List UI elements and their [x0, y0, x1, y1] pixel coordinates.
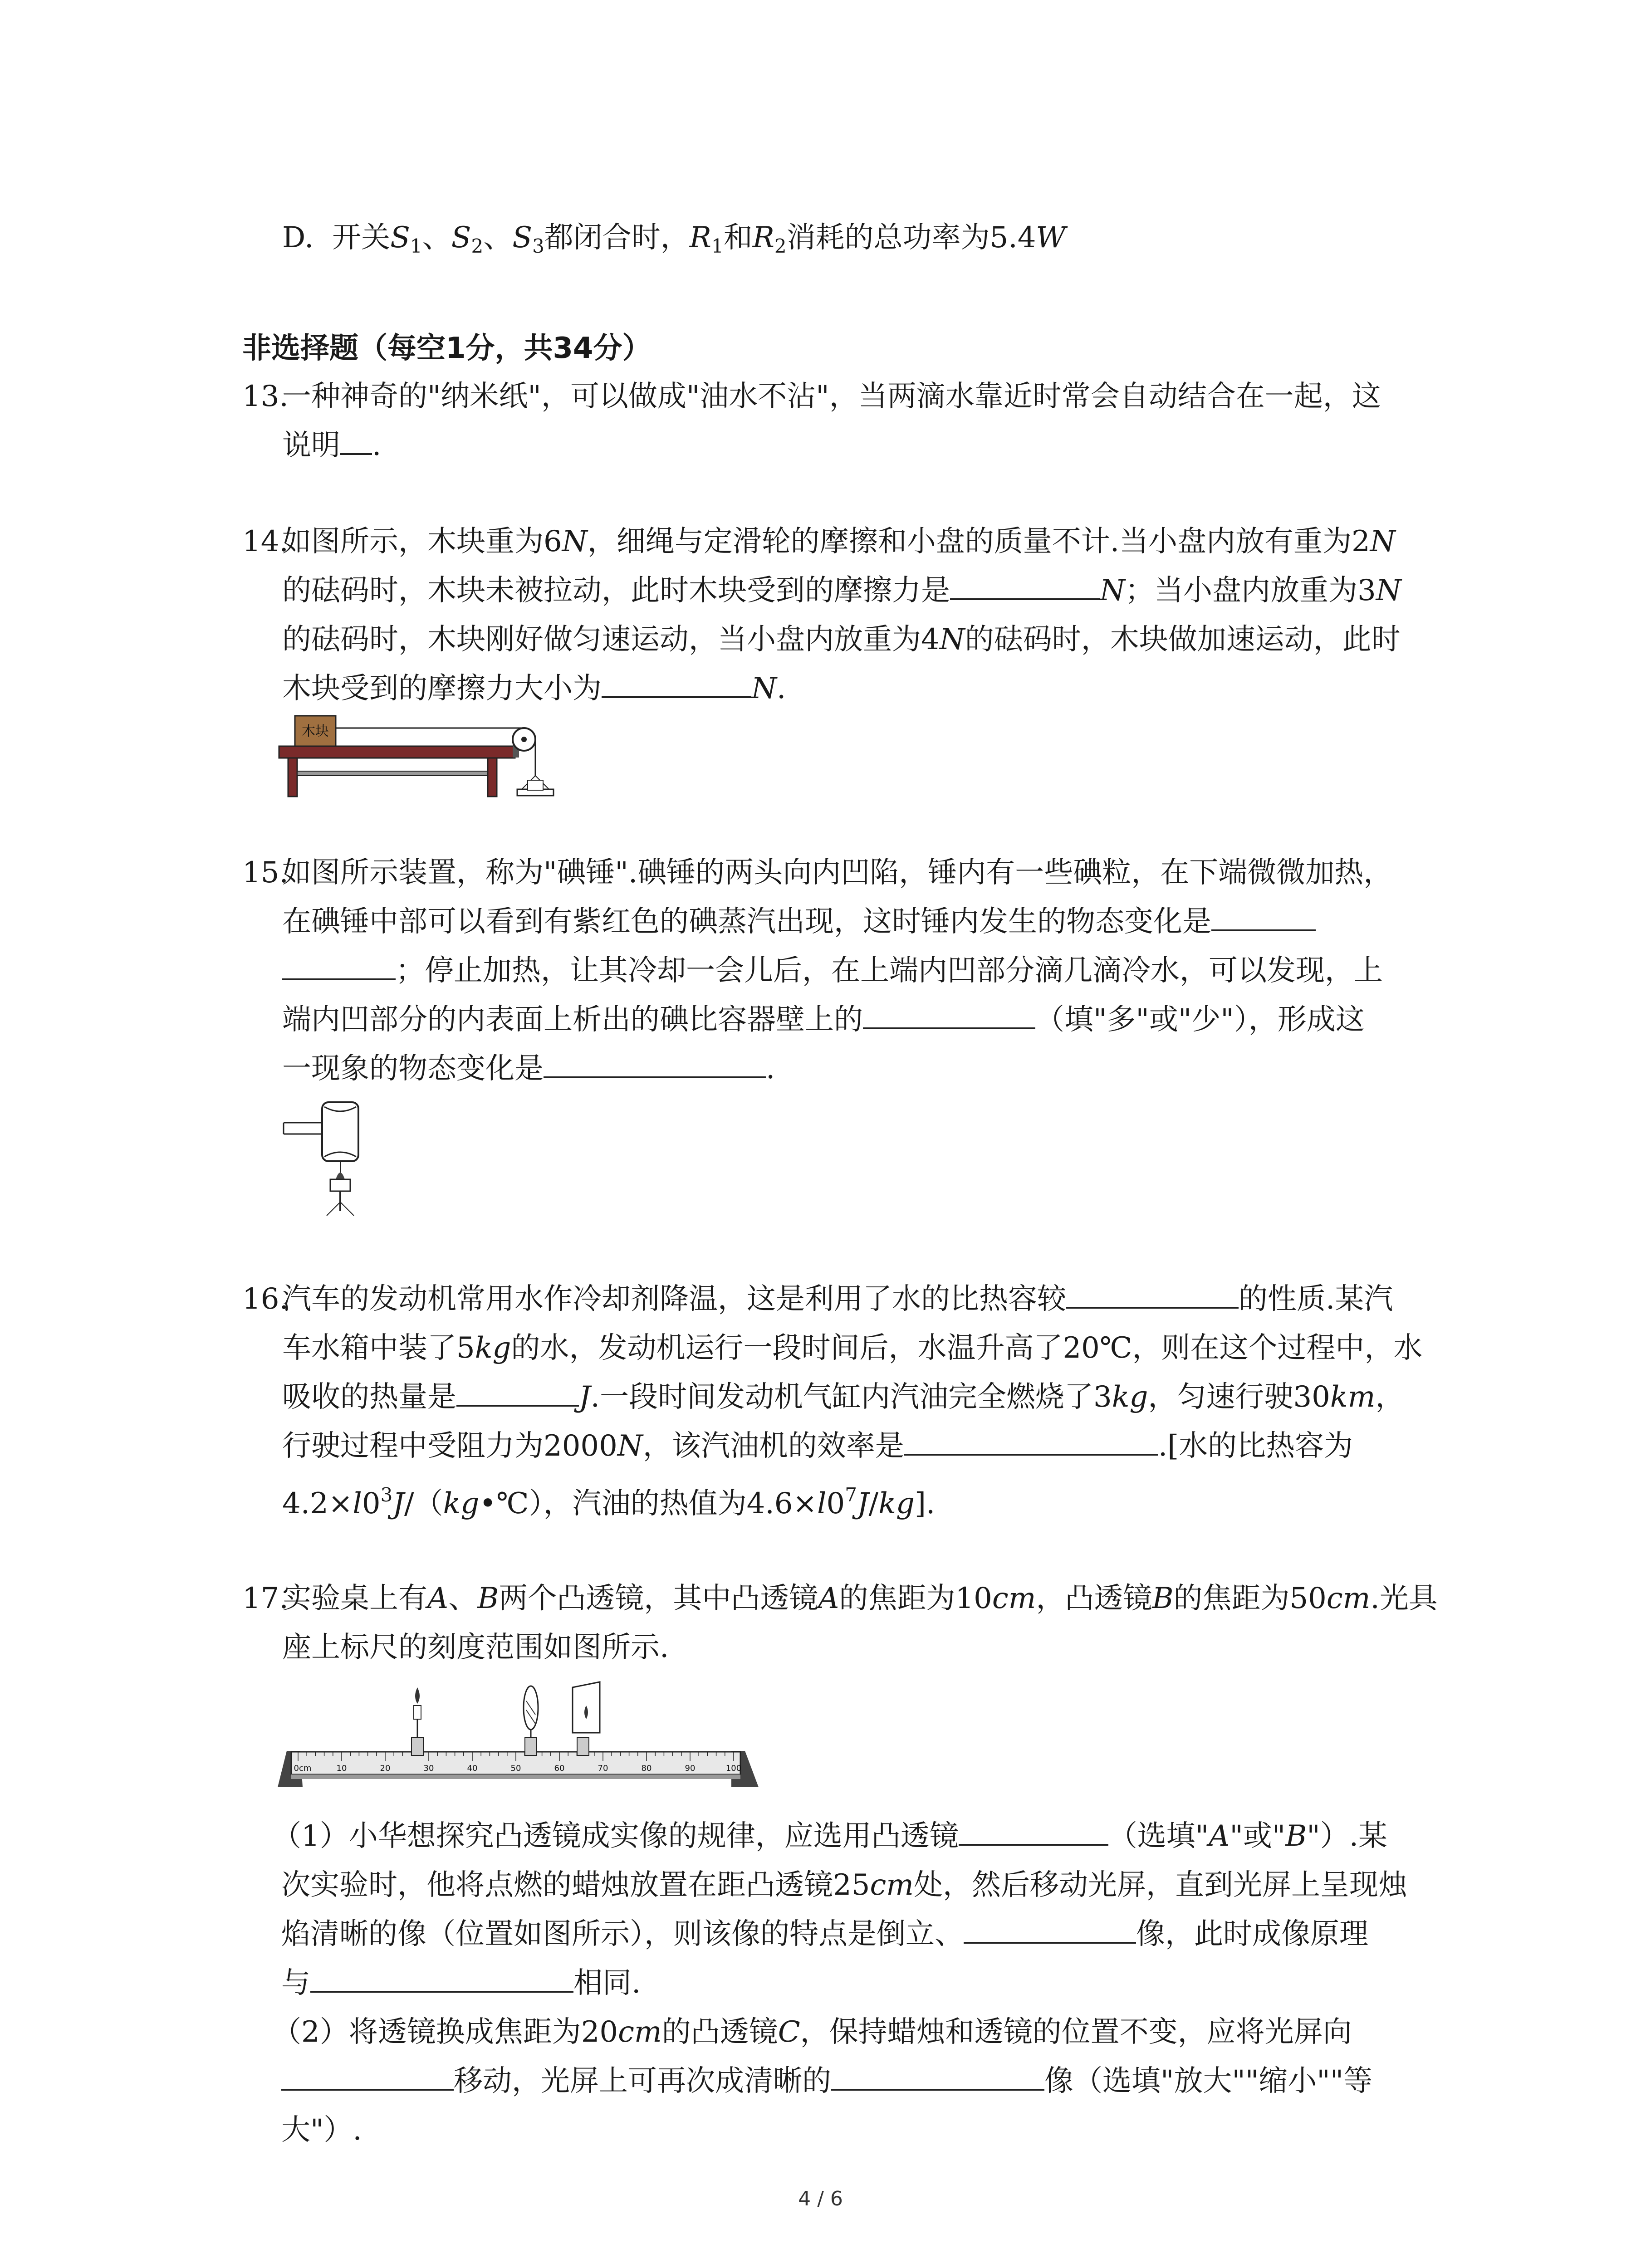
text: 像，此时成像原理	[1136, 1917, 1368, 1951]
var-r: R	[752, 221, 774, 254]
text: 、	[448, 1582, 478, 1615]
question-text-line	[282, 421, 1458, 470]
text: （1）小华想探究凸透镜成实像的规律，应选用凸透镜	[272, 1819, 959, 1853]
text: ，匀速行驶30	[1148, 1380, 1330, 1414]
block-pulley-figure	[277, 708, 572, 803]
question-text-line	[282, 615, 1458, 664]
ruler-tick-label: 20	[380, 1764, 391, 1773]
unit: J	[857, 1487, 869, 1520]
var: A	[818, 1582, 839, 1615]
question-text-line	[272, 1910, 1461, 1959]
question-text: 大"）.	[281, 2113, 362, 2147]
ruler-tick-label: 60	[554, 1764, 565, 1773]
unit: km	[1330, 1380, 1376, 1414]
question-text: 座上标尺的刻度范围如图所示.	[282, 1631, 669, 1664]
unit: W	[1036, 221, 1066, 254]
text: （选填"	[1108, 1819, 1209, 1853]
text: .[水的比热容为	[1158, 1429, 1353, 1463]
block-label: 木块	[302, 723, 329, 739]
unit: N	[751, 672, 777, 705]
answer-blank[interactable]	[950, 573, 1100, 600]
candle-icon	[411, 1687, 423, 1755]
question-17-parts	[272, 1812, 1461, 2155]
text: 的凸透镜	[661, 2015, 778, 2049]
question-text-line	[272, 2057, 1461, 2106]
question-text-line	[282, 946, 1458, 995]
question-text-line	[282, 1422, 1458, 1471]
text: ，保持蜡烛和透镜的位置不变，应将光屏向	[800, 2015, 1352, 2049]
text: 0	[362, 1487, 381, 1520]
unit: kg	[878, 1487, 915, 1520]
text: .光具	[1370, 1582, 1438, 1615]
option-d	[282, 213, 1498, 271]
answer-blank[interactable]	[340, 428, 372, 455]
text: 的焦距为10	[839, 1582, 992, 1615]
text: ；当小盘内放重为3	[1125, 574, 1376, 607]
var: B	[477, 1582, 499, 1615]
subscript: 1	[410, 235, 422, 257]
text: ；停止加热，让其冷却一会儿后，在上端内凹部分滴几滴冷水，可以发现，上	[396, 954, 1383, 987]
text: 0	[826, 1487, 845, 1520]
page-number: 4 / 6	[798, 2187, 843, 2210]
question-15	[242, 848, 1458, 1093]
question-17	[242, 1574, 1458, 1672]
question-number: 16.	[242, 1282, 289, 1316]
question-16	[242, 1275, 1458, 1528]
var: C	[778, 2015, 800, 2049]
text: 的性质.某汽	[1239, 1282, 1393, 1316]
option-text: 开关	[332, 221, 391, 254]
text: 的水，发动机运行一段时间后，水温升高了20℃，则在这个过程中，水	[511, 1331, 1423, 1365]
text: 两个凸透镜，其中凸透镜	[499, 1582, 818, 1615]
answer-blank[interactable]	[310, 1965, 573, 1993]
text: ，该汽油机的效率是	[642, 1429, 904, 1463]
question-text-line	[272, 1959, 1461, 2008]
var-s: S	[451, 221, 471, 254]
unit: N	[617, 1429, 643, 1463]
ruler-tick-label: 100	[725, 1764, 742, 1773]
unit: N	[1376, 574, 1401, 607]
text: "）.某	[1307, 1819, 1388, 1853]
text: 吸收的热量是	[282, 1380, 456, 1414]
option-text: 消耗的总功率为5.4	[786, 221, 1036, 254]
question-text-line	[282, 1324, 1458, 1373]
question-text-line	[282, 1373, 1458, 1422]
text: 汽车的发动机常用水作冷却剂降温，这是利用了水的比热容较	[282, 1282, 1066, 1316]
section-title: 非选择题（每空1分，共34分）	[242, 332, 652, 365]
unit: N	[1370, 525, 1396, 558]
question-text-line	[282, 1275, 1458, 1324]
var-r: R	[689, 221, 711, 254]
question-13	[242, 372, 1458, 470]
text: 的焦距为50	[1173, 1582, 1327, 1615]
question-text-line	[282, 1471, 1458, 1528]
text: 的砝码时，木块未被拉动，此时木块受到的摩擦力是	[282, 574, 950, 607]
question-text-line	[282, 566, 1458, 615]
ruler-tick-label: 10	[336, 1764, 347, 1773]
unit: kg	[1112, 1380, 1148, 1414]
question-text-line	[282, 995, 1458, 1044]
answer-blank[interactable]	[863, 1002, 1035, 1029]
answer-blank[interactable]	[831, 2063, 1044, 2091]
var-s: S	[512, 221, 533, 254]
answer-blank[interactable]	[964, 1916, 1136, 1944]
question-text-line	[272, 1861, 1461, 1910]
text: .	[372, 429, 382, 462]
answer-blank[interactable]	[602, 671, 751, 698]
unit: N	[1100, 574, 1125, 607]
var-s: S	[390, 221, 410, 254]
text: 在碘锤中部可以看到有紫红色的碘蒸汽出现，这时锤内发生的物态变化是	[282, 905, 1211, 938]
text: "或"	[1230, 1819, 1286, 1853]
answer-blank[interactable]	[281, 2063, 454, 2091]
subscript: 2	[471, 235, 484, 257]
optical-bench-figure	[278, 1678, 768, 1796]
text: 移动，光屏上可再次成清晰的	[454, 2064, 831, 2098]
flame-icon	[336, 1173, 345, 1179]
text: 如图所示，木块重为6	[282, 525, 562, 558]
text: 次实验时，他将点燃的蜡烛放置在距凸透镜25	[281, 1868, 870, 1902]
text: （2）将透镜换成焦距为20	[272, 2015, 618, 2049]
question-text: 一种神奇的"纳米纸"，可以做成"油水不沾"，当两滴水靠近时常会自动结合在一起，这	[282, 380, 1381, 413]
unit: cm	[1326, 1582, 1371, 1615]
unit: N	[562, 525, 588, 558]
question-number: 17.	[242, 1582, 289, 1615]
option-text: 都闭合时，	[544, 221, 690, 254]
ruler-tick-label: 30	[423, 1764, 434, 1773]
question-number: 15.	[242, 856, 289, 890]
answer-blank[interactable]	[544, 1051, 766, 1078]
answer-blank[interactable]	[1211, 904, 1316, 931]
screen-icon	[573, 1682, 600, 1755]
ruler-tick-label: 40	[467, 1764, 478, 1773]
text: ].	[914, 1487, 936, 1520]
var: B	[1152, 1582, 1174, 1615]
ruler-tick-label: 90	[685, 1764, 696, 1773]
subscript: 2	[774, 235, 787, 257]
unit: J	[392, 1487, 404, 1520]
answer-blank[interactable]	[456, 1379, 579, 1407]
text: 像（选填"放大""缩小""等	[1044, 2064, 1373, 2098]
question-text: 如图所示装置，称为"碘锤".碘锤的两头向内凹陷，锤内有一些碘粒，在下端微微加热，	[282, 856, 1393, 890]
ruler-tick-label: 50	[510, 1764, 521, 1773]
question-text-line	[282, 664, 1458, 713]
unit: l	[353, 1487, 362, 1520]
unit: N	[939, 623, 965, 656]
answer-blank-cont[interactable]	[282, 953, 396, 980]
var: A	[427, 1582, 449, 1615]
text: 的砝码时，木块刚好做匀速运动，当小盘内放重为4	[282, 623, 940, 656]
answer-blank[interactable]	[904, 1428, 1158, 1456]
unit: kg	[475, 1331, 511, 1365]
option-text: 和	[723, 221, 753, 254]
unit: cm	[618, 2015, 662, 2049]
text: ，	[1375, 1380, 1405, 1414]
option-label: D.	[282, 221, 314, 254]
ruler-tick-label: 0cm	[294, 1764, 312, 1773]
sep: 、	[422, 221, 451, 254]
text: 焰清晰的像（位置如图所示），则该像的特点是倒立、	[281, 1917, 964, 1951]
text: 4.2×	[282, 1487, 353, 1520]
text: 与	[281, 1966, 310, 2000]
text: ，细绳与定滑轮的摩擦和小盘的质量不计.当小盘内放有重为2	[587, 525, 1370, 558]
unit: kg	[443, 1487, 480, 1520]
question-14	[242, 517, 1458, 713]
question-number: 13.	[242, 380, 289, 413]
text: /（	[404, 1487, 443, 1520]
question-text-line	[282, 517, 1458, 566]
var: A	[1209, 1819, 1230, 1853]
iodine-hammer-figure	[281, 1098, 381, 1220]
subscript: 3	[532, 235, 544, 257]
text: 的砝码时，木块做加速运动，此时	[965, 623, 1401, 656]
unit: cm	[992, 1582, 1036, 1615]
unit: J	[579, 1380, 591, 1414]
var: B	[1285, 1819, 1307, 1853]
superscript: 7	[845, 1484, 857, 1506]
question-text-line	[272, 1812, 1461, 1861]
question-text-line	[272, 2008, 1461, 2057]
ruler-tick-label: 70	[598, 1764, 608, 1773]
text: 车水箱中装了5	[282, 1331, 475, 1365]
text: /	[868, 1487, 879, 1520]
text: 一现象的物态变化是	[282, 1052, 544, 1085]
lens-icon	[524, 1686, 538, 1755]
sep: 、	[483, 221, 513, 254]
answer-blank[interactable]	[959, 1818, 1108, 1846]
text: .一段时间发动机气缸内汽油完全燃烧了3	[590, 1380, 1112, 1414]
question-text-line	[282, 1044, 1458, 1093]
unit: cm	[870, 1868, 914, 1902]
text: 处，然后移动光屏，直到光屏上呈现烛	[913, 1868, 1407, 1902]
text: （填"多"或"少"），形成这	[1035, 1003, 1365, 1036]
question-number: 14.	[242, 525, 289, 558]
text: ，凸透镜	[1036, 1582, 1152, 1615]
text: .	[777, 672, 786, 705]
text: 相同.	[573, 1966, 641, 2000]
unit: l	[817, 1487, 827, 1520]
text: 木块受到的摩擦力大小为	[282, 672, 602, 705]
question-text-line	[282, 897, 1458, 946]
text: •℃），汽油的热值为4.6×	[479, 1487, 818, 1520]
ruler-tick-label: 80	[641, 1764, 652, 1773]
question-text-line	[282, 1574, 1458, 1623]
answer-blank[interactable]	[1066, 1281, 1239, 1309]
subscript: 1	[711, 235, 724, 257]
superscript: 3	[380, 1484, 393, 1506]
text: 端内凹部分的内表面上析出的碘比容器壁上的	[282, 1003, 863, 1036]
text: 行驶过程中受阻力为2000	[282, 1429, 617, 1463]
text: 说明	[282, 429, 340, 462]
text: .	[766, 1052, 775, 1085]
text: 实验桌上有	[282, 1582, 427, 1615]
